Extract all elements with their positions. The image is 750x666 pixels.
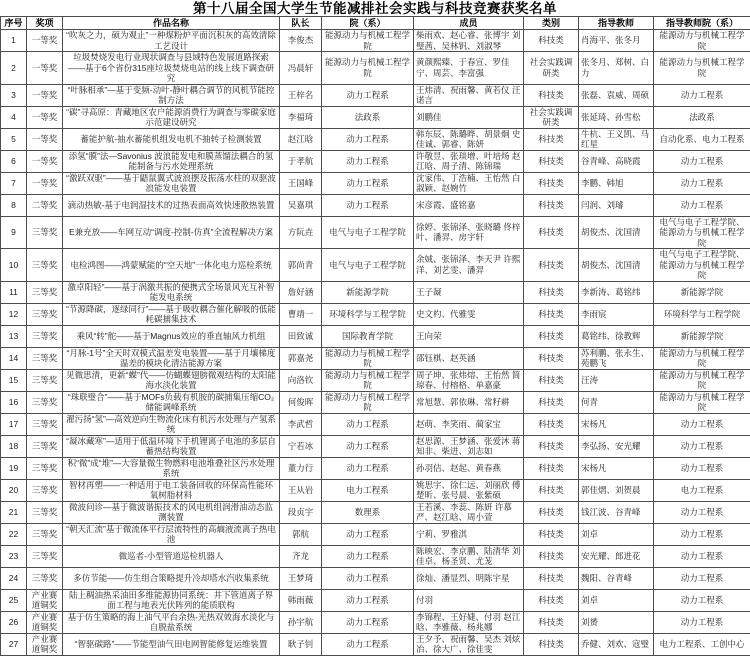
cell-dept: 动力工程系 [322,150,414,172]
cell-work: 垃圾焚烧发电行业现状调查与县域特色发展道路探索——基于6个省份315座垃圾焚烧电站的线上线下调查研究 [63,52,280,85]
cell-no: 1 [1,30,27,52]
table-row [1,501,750,523]
cell-work: 濯污扬“氢”—高效逆向生物流化床有机污水处理与产氢系统 [63,413,280,435]
cell-no: 21 [1,501,27,523]
table-row [1,523,750,545]
cell-advisor_dept: 新能源学院 [654,325,750,347]
cell-members: 陈映宏、李京鹏、陆清华 刘佳卓、杨圣贤、尤茏 [414,545,524,567]
cell-members: 姚思宇、徐仁远、刘丽欣 傅楚昕、张号晨、张紫硕 [414,479,524,501]
cell-leader: 李武哲 [280,413,322,435]
cell-no: 25 [1,589,27,611]
cell-work: “吹灰之力，硕为观止”一种煤粉炉平面沉积灰的高效清除工艺设计 [63,30,280,52]
table-row [1,413,750,435]
cell-members: 邵钰棋、赵英涵 [414,347,524,369]
cell-advisor_dept: 新能源学院 [654,281,750,303]
table-row [1,52,750,85]
cell-leader: 方阮垚 [280,216,322,249]
cell-category: 科技类 [524,479,579,501]
cell-advisor_dept: 动力工程系 [654,589,750,611]
cell-members: 李锦程、王好婕、付羽 赵江晗、李雅薇、杨兆娜 [414,611,524,633]
cell-leader: 李俊杰 [280,30,322,52]
cell-no: 14 [1,347,27,369]
cell-dept: 动力工程系 [322,172,414,194]
cell-advisor_dept: 动力工程系 [654,84,750,106]
cell-award: 三等奖 [27,479,63,501]
table-row [1,216,750,249]
cell-no: 22 [1,523,27,545]
cell-no: 17 [1,413,27,435]
cell-leader: 郭航 [280,523,322,545]
table-row [1,106,750,128]
cell-advisors: 宋杨凡 [579,457,654,479]
cell-category: 科技类 [524,325,579,347]
cell-advisors: 张延琦、孙雪松 [579,106,654,128]
cell-advisor_dept: 动力工程系 [654,523,750,545]
table-row [1,325,750,347]
column-header-leader: 队长 [280,17,322,30]
cell-leader: 冯晨轩 [280,52,322,85]
cell-category: 科技类 [524,194,579,216]
cell-advisors: 汪涛 [579,369,654,391]
cell-award: 三等奖 [27,303,63,325]
cell-no: 24 [1,567,27,589]
cell-no: 13 [1,325,27,347]
cell-advisor_dept: 能源动力与机械工程学院 [654,369,750,391]
cell-leader: 王从岩 [280,479,322,501]
cell-award: 三等奖 [27,501,63,523]
cell-no: 7 [1,172,27,194]
cell-award: 产业赛道铜奖 [27,611,63,633]
cell-work: 微巡者-小型管道巡检机器人 [63,545,280,567]
cell-no: 12 [1,303,27,325]
cell-work: 激卓阳轻”——基于涡激共振的便携式全场景风光互补智能发电系统 [63,281,280,303]
cell-members: 赵思源、王梦涵、张爱沐 蒋知非、柴进、刘志如 [414,435,524,457]
cell-category: 科技类 [524,633,579,655]
cell-advisors: 李新涛、葛铭纬 [579,281,654,303]
table-row [1,369,750,391]
cell-leader: 詹好涵 [280,281,322,303]
cell-no: 3 [1,84,27,106]
cell-award: 三等奖 [27,391,63,413]
cell-no: 2 [1,52,27,85]
cell-advisor_dept: 动力工程系 [654,545,750,567]
cell-work: “激跃双驱”——基于鼯鼠翼式波浪摆及振荡水柱的双驱波浪能发电装置 [63,172,280,194]
cell-work: “智驱碳路”——节能型油气田电网智能修复运维装置 [63,633,280,655]
cell-category: 科技类 [524,545,579,567]
cell-dept: 动力工程系 [322,457,414,479]
cell-members: 王夕予、祝雨馨、吴杰 刘炫冶、徐大广、徐佳雯 [414,633,524,655]
cell-advisor_dept: 动力工程系 [654,457,750,479]
cell-dept: 新能源学院 [322,281,414,303]
cell-work: 智材再塑——一种适用于电工装备回收的环保高性能环氧树脂材料 [63,479,280,501]
cell-category: 科技类 [524,84,579,106]
cell-category: 科技类 [524,172,579,194]
cell-leader: 段贞宇 [280,501,322,523]
cell-members: 常旭慧、郭依琳、常籽耕 [414,391,524,413]
cell-advisor_dept: 能源动力与机械工程学院 [654,391,750,413]
cell-members: 柴雨欢、赵心睿、张博宇 刘璧茜、吴林钒、刘淑琴 [414,30,524,52]
table-row [1,128,750,150]
cell-advisors: 闫润、刘璿 [579,194,654,216]
cell-advisor_dept: 动力工程系 [654,501,750,523]
cell-award: 一等奖 [27,128,63,150]
cell-advisor_dept: 自动化系、电力工程系 [654,128,750,150]
cell-no: 27 [1,633,27,655]
cell-no: 6 [1,150,27,172]
cell-leader: 王梦琦 [280,567,322,589]
cell-advisor_dept: 能源动力与机械工程学院 [654,347,750,369]
cell-dept: 动力工程系 [322,413,414,435]
cell-members: 周子坤、张炜熔、王怡然 简琼春、付榕格、单嘉豪 [414,369,524,391]
cell-award: 三等奖 [27,567,63,589]
cell-members: 王炜清、祝雨馨、黄若仪 汪诺言 [414,84,524,106]
cell-advisor_dept: 动力工程系 [654,435,750,457]
cell-award: 一等奖 [27,30,63,52]
cell-work: 电检鸿图——鸿蒙赋能的“空天地”一体化电力巡检系统 [63,249,280,282]
cell-advisors: 魏阳、谷青峰 [579,567,654,589]
cell-category: 科技类 [524,347,579,369]
cell-category: 科技类 [524,435,579,457]
cell-leader: 王国峰 [280,172,322,194]
cell-members: 沈家伟、丁浩楠、王怡然 白淑颖、赵婉竹 [414,172,524,194]
cell-work: 乘风“转”舵——基于Magnus效应的垂直轴风力机组 [63,325,280,347]
cell-advisors: 乔健、刘欢、寇璧 [579,633,654,655]
table-body [1,30,750,656]
cell-members: 宋彦霞、盛铭嘉 [414,194,524,216]
cell-work: “凝冰藏寒”—适用于低温环境下手机锂离子电池的多层自蓄热结构装置 [63,435,280,457]
cell-advisors: 郭佳熠、刘贺晨 [579,479,654,501]
cell-advisor_dept: 环境科学与工程学院 [654,303,750,325]
cell-advisor_dept: 能源动力与机械工程学院 [654,30,750,52]
cell-award: 三等奖 [27,413,63,435]
cell-advisors: 胡俊杰、沈国清 [579,249,654,282]
cell-leader: 耿子钊 [280,633,322,655]
cell-dept: 能源动力与机械工程学院 [322,391,414,413]
cell-dept: 动力工程系 [322,545,414,567]
table-row [1,194,750,216]
table-row [1,30,750,52]
table-row [1,633,750,655]
cell-advisors: 苏利鹏、张永生、苑鹏飞 [579,347,654,369]
cell-work: “朝天汇流”基于微流体平行层流特性的高熵液流离子热电池 [63,523,280,545]
cell-dept: 电气与电子工程学院 [322,216,414,249]
table-row [1,84,750,106]
cell-dept: 动力工程系 [322,611,414,633]
cell-no: 5 [1,128,27,150]
cell-members: 许敬昱、张琰增、叶培炀 赵江晗、周子清、陈锦瑞 [414,150,524,172]
table-row [1,347,750,369]
cell-dept: 动力工程系 [322,194,414,216]
cell-leader: 向洛钦 [280,369,322,391]
table-row [1,150,750,172]
cell-advisor_dept: 电气与电子工程学院、能源动力与机械工程学院 [654,249,750,282]
cell-leader: 田致诚 [280,325,322,347]
cell-category: 科技类 [524,369,579,391]
cell-dept: 环境科学与工程学院 [322,303,414,325]
cell-no: 19 [1,457,27,479]
cell-category: 科技类 [524,30,579,52]
cell-advisors: 谷青峰、高晓霞 [579,150,654,172]
cell-award: 一等奖 [27,52,63,85]
cell-award: 一等奖 [27,84,63,106]
cell-category: 科技类 [524,303,579,325]
cell-advisors: 刘赟 [579,611,654,633]
cell-members: 黄颜熙臻、于春宣、罗佳宁、周芸、李富强 [414,52,524,85]
cell-dept: 电力工程系 [322,479,414,501]
cell-no: 26 [1,611,27,633]
cell-advisor_dept: 动力工程系 [654,194,750,216]
cell-award: 三等奖 [27,216,63,249]
cell-category: 科技类 [524,523,579,545]
cell-category: 科技类 [524,501,579,523]
table-row [1,457,750,479]
cell-work: “月脉-1号”全天时双模式温差发电装置——基于月壤梯度温差的模块化清洁能源方案 [63,347,280,369]
cell-award: 产业赛道铜奖 [27,633,63,655]
cell-dept: 动力工程系 [322,633,414,655]
cell-leader: 于孝航 [280,150,322,172]
cell-award: 三等奖 [27,435,63,457]
cell-dept: 能源动力与机械工程学院 [322,52,414,85]
table-row [1,172,750,194]
cell-advisors: 李鹏、韩旭 [579,172,654,194]
cell-category: 科技类 [524,281,579,303]
cell-no: 10 [1,249,27,282]
cell-category: 科技类 [524,413,579,435]
cell-dept: 国际教育学院 [322,325,414,347]
cell-no: 23 [1,545,27,567]
cell-dept: 动力工程系 [322,589,414,611]
table-row [1,281,750,303]
column-header-work: 作品名称 [63,17,280,30]
cell-award: 三等奖 [27,523,63,545]
page-title: 第十八届全国大学生节能减排社会实践与科技竞赛获奖名单 [193,1,557,16]
column-header-category: 类别 [524,17,579,30]
cell-category: 社会实践调研类 [524,52,579,85]
cell-dept: 动力工程系 [322,84,414,106]
cell-no: 11 [1,281,27,303]
cell-leader: 赵江晗 [280,128,322,150]
column-header-no: 序号 [1,17,27,30]
cell-advisors: 刘卓 [579,589,654,611]
cell-work: 见微思清，更新“蝶”代——仿蝴蝶翅膀微观结构的太阳能海水淡化装置 [63,369,280,391]
cell-members: 韩东辰、陈璐晔、胡景炯 史佳诚、郭睿、陈妍 [414,128,524,150]
cell-category: 科技类 [524,611,579,633]
cell-category: 科技类 [524,128,579,150]
cell-advisor_dept: 电力工程系 [654,479,750,501]
cell-work: E兼充放——车网互动“调度-控制-仿真”全流程解决方案 [63,216,280,249]
cell-advisors: 李弘扬、安光耀 [579,435,654,457]
column-header-members: 成员 [414,17,524,30]
cell-leader: 韩雨薇 [280,589,322,611]
cell-work: “节源降碳，逐绿同行”——基于吸收耦合催化解吸的低能耗碳捕集技术 [63,303,280,325]
table-row [1,567,750,589]
column-header-dept: 院（系） [322,17,414,30]
cell-advisors: 胡俊杰、沈国清 [579,216,654,249]
cell-leader: 郭嘉尧 [280,347,322,369]
cell-award: 三等奖 [27,281,63,303]
cell-advisors: 钱江波、谷青峰 [579,501,654,523]
cell-members: 刘鹏佳 [414,106,524,128]
cell-members: 史文杓、代雅雯 [414,303,524,325]
cell-advisor_dept: 电气与电子工程学院、能源动力与机械工程学院 [654,216,750,249]
cell-dept: 动力工程系 [322,435,414,457]
table-row [1,589,750,611]
cell-award: 一等奖 [27,150,63,172]
cell-members: 王子凝 [414,281,524,303]
cell-work: 基于仿生策略的海上油气平台余热-光热双效海水淡化与自脱盐系统 [63,611,280,633]
cell-advisor_dept: 法政系 [654,106,750,128]
cell-leader: 曹靖一 [280,303,322,325]
cell-award: 二等奖 [27,194,63,216]
table-row [1,435,750,457]
cell-leader: 吴嘉琪 [280,194,322,216]
cell-dept: 动力工程系 [322,128,414,150]
cell-members: 王若溪、李蕊、陈妍 许慕严、赵江晗、周小萱 [414,501,524,523]
cell-award: 三等奖 [27,545,63,567]
cell-leader: 郭尚青 [280,249,322,282]
cell-dept: 能源动力与机械工程学院 [322,347,414,369]
cell-advisor_dept: 能源动力与机械工程学院 [654,52,750,85]
cell-work: “碳”寻高原：青藏地区农户能源消费行为调查与零碳家庭示范建设研究 [63,106,280,128]
cell-category: 科技类 [524,216,579,249]
cell-category: 科技类 [524,589,579,611]
cell-advisor_dept: 动力工程系 [654,150,750,172]
cell-award: 三等奖 [27,457,63,479]
cell-dept: 动力工程系 [322,523,414,545]
cell-advisor_dept: 动力工程系 [654,413,750,435]
column-header-advisors: 指导教师 [579,17,654,30]
cell-leader: 董力行 [280,457,322,479]
cell-advisor_dept: 电力工程系、工创中心 [654,633,750,655]
cell-members: 王向荣 [414,325,524,347]
cell-advisors: 何青 [579,391,654,413]
cell-no: 20 [1,479,27,501]
cell-advisor_dept: 动力工程系 [654,567,750,589]
table-header-row [1,17,750,30]
cell-members: 徐婷、张锦泽、张晓璐 佟梓叶、潘羿、房宇轩 [414,216,524,249]
cell-category: 科技类 [524,567,579,589]
table-row [1,249,750,282]
cell-work: 多仿节能——仿生组合策略提升冷却塔水汽收集系统 [63,567,280,589]
cell-leader: 孙宇航 [280,611,322,633]
cell-leader: 宁若冰 [280,435,322,457]
cell-advisors: 牛杭、王义凯、马红星 [579,128,654,150]
cell-advisors: 李雨宸 [579,303,654,325]
cell-dept: 动力工程系 [322,567,414,589]
cell-leader: 李福琦 [280,106,322,128]
cell-members: 付羽 [414,589,524,611]
cell-no: 9 [1,216,27,249]
cell-no: 4 [1,106,27,128]
cell-dept: 能源动力与机械工程学院 [322,369,414,391]
cell-no: 8 [1,194,27,216]
cell-work: “叶脉相承”—基于变频-动叶-静叶耦合调节的风机节能控制方法 [63,84,280,106]
cell-award: 三等奖 [27,325,63,347]
column-header-advisor_dept: 指导教师院（系） [654,17,750,30]
cell-leader: 王梓名 [280,84,322,106]
cell-leader: 齐龙 [280,545,322,567]
cell-dept: 电气与电子工程学院 [322,249,414,282]
cell-advisors: 张磊、袁威、周硕 [579,84,654,106]
award-table [0,16,750,656]
cell-award: 三等奖 [27,347,63,369]
cell-work: 添氢“膜”法—Savonius 波浪能发电和膜蒸馏法耦合的氢能制备与污水处理系统 [63,150,280,172]
cell-members: 赵萌、李笑雨、蔺家宝 [414,413,524,435]
table-row [1,479,750,501]
cell-advisor_dept: 动力工程系 [654,611,750,633]
cell-members: 余娀、张锦泽、李天尹 许熙洋、刘艺雯、潘羿 [414,249,524,282]
cell-work: 陆上稠油热采油田多维能源协同系统：井下管道离子界面工程与地表光伏阵列的能质联构 [63,589,280,611]
cell-work: 积“微”成“堆”—大容量微生物燃料电池堆叠社区污水处理系统 [63,457,280,479]
cell-advisors: 葛铭纬、徐教辉 [579,325,654,347]
cell-category: 科技类 [524,150,579,172]
table-row [1,391,750,413]
cell-advisors: 肖海平、张冬月 [579,30,654,52]
cell-work: “珠联璧合”——基于MOFs负载有机胺的碳捕集压缩CO₂储能调峰系统 [63,391,280,413]
cell-award: 三等奖 [27,369,63,391]
cell-dept: 法政系 [322,106,414,128]
cell-advisor_dept: 动力工程系 [654,172,750,194]
cell-no: 18 [1,435,27,457]
cell-members: 宁莉、罗雅淇 [414,523,524,545]
cell-category: 社会实践调研类 [524,106,579,128]
table-row [1,303,750,325]
column-header-award: 奖项 [27,17,63,30]
cell-advisors: 宋杨凡 [579,413,654,435]
cell-work: 滴动热敏-基于电润湿技术的过热表面高效快速散热装置 [63,194,280,216]
table-row [1,545,750,567]
cell-award: 产业赛道铜奖 [27,589,63,611]
cell-category: 科技类 [524,249,579,282]
cell-category: 科技类 [524,457,579,479]
cell-members: 孙羽佶、赵起、黄春燕 [414,457,524,479]
cell-work: 蓄能护航-抽水蓄能机组发电机不抽转子检测装置 [63,128,280,150]
cell-no: 15 [1,369,27,391]
cell-advisors: 安光耀、郎进花 [579,545,654,567]
cell-category: 科技类 [524,391,579,413]
cell-work: 微波问诊—基于微波谐振技术的风电机组润滑油动态监测装置 [63,501,280,523]
cell-award: 三等奖 [27,249,63,282]
cell-advisors: 张冬月、郑树、白力 [579,52,654,85]
cell-dept: 能源动力与机械工程学院 [322,30,414,52]
cell-leader: 何俊晖 [280,391,322,413]
cell-no: 16 [1,391,27,413]
table-row [1,611,750,633]
cell-members: 徐灿、潘显烈、明陈宇星 [414,567,524,589]
cell-award: 一等奖 [27,172,63,194]
cell-award: 一等奖 [27,106,63,128]
cell-dept: 数理系 [322,501,414,523]
cell-advisors: 刘卓 [579,523,654,545]
